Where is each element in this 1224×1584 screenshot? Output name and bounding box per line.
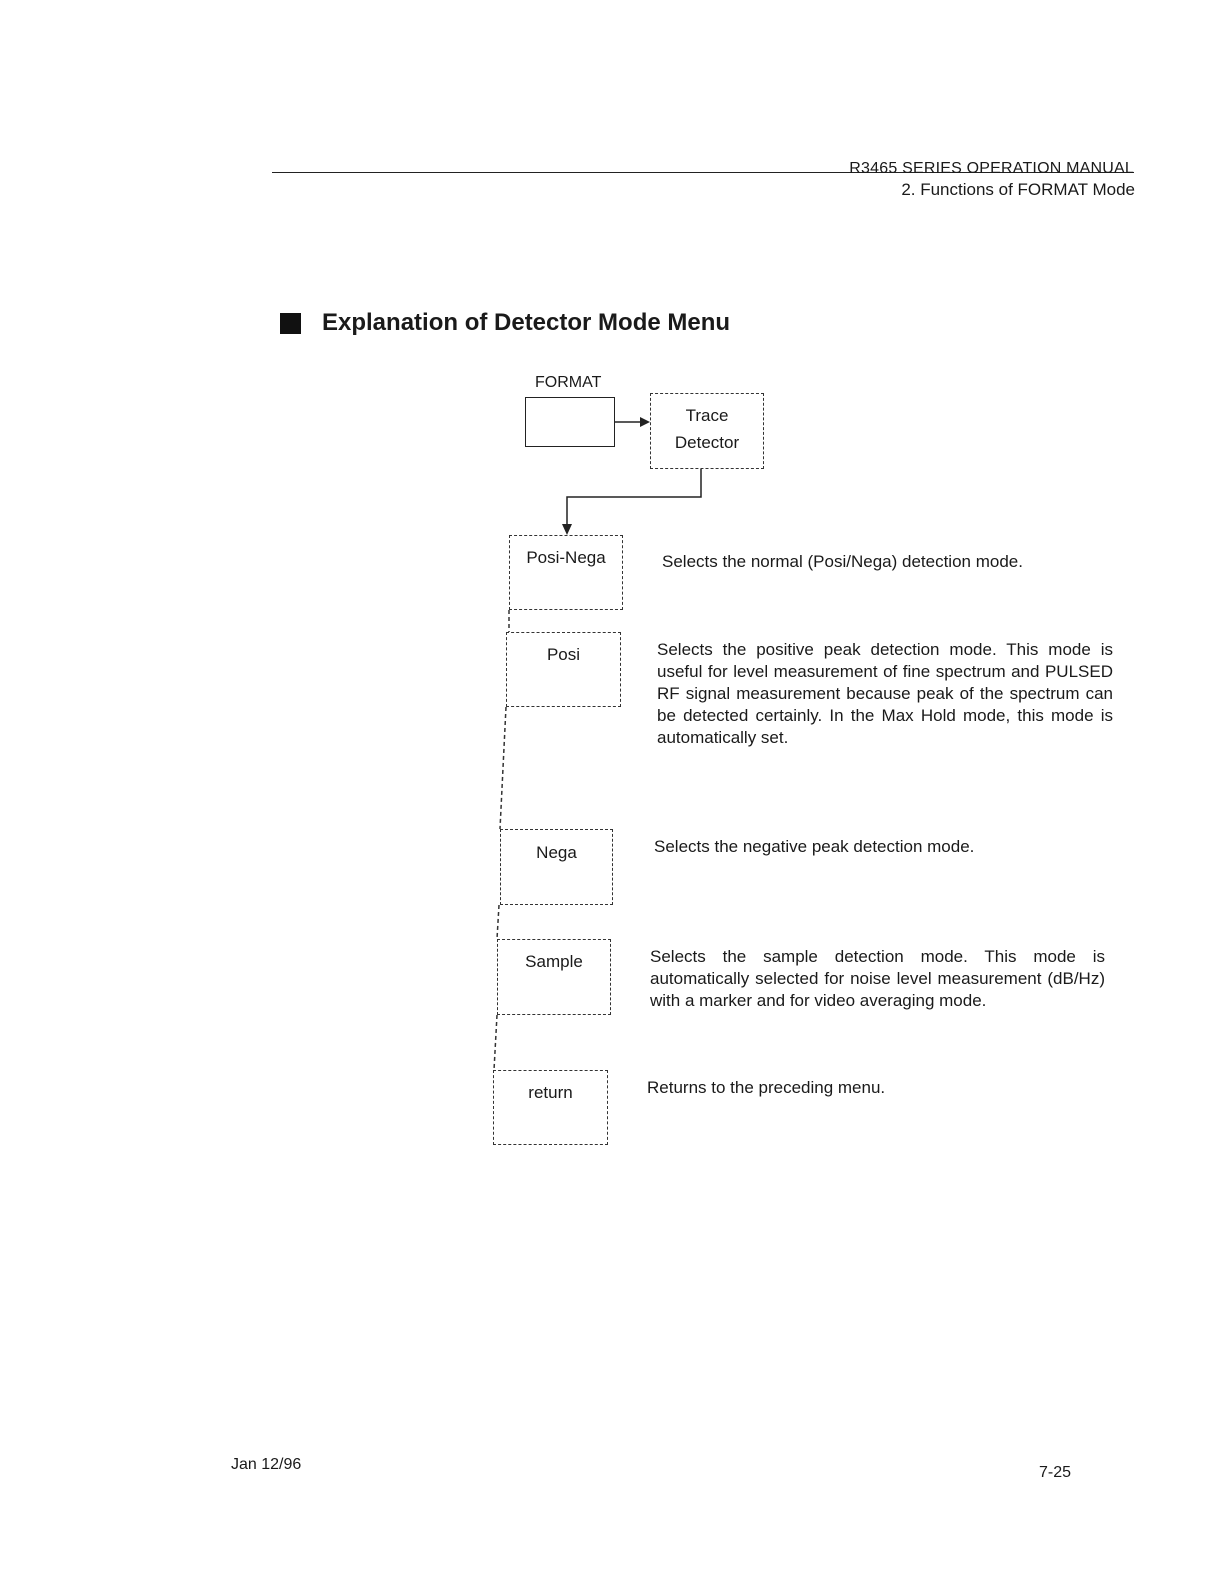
nega-softkey bbox=[500, 829, 613, 905]
menu-chain-2 bbox=[500, 707, 506, 829]
posi-nega-description: Selects the normal (Posi/Nega) detection mode. bbox=[662, 552, 1023, 571]
sample-label: Sample bbox=[525, 952, 583, 971]
menu-chain-3 bbox=[497, 905, 499, 939]
detector-label: Detector bbox=[674, 433, 740, 452]
detector-arrowhead bbox=[562, 524, 572, 535]
section-title: Explanation of Detector Mode Menu bbox=[322, 309, 731, 336]
posi-nega-softkey bbox=[509, 535, 623, 610]
posi-description: Selects the positive peak detection mode. This mode is useful for level measurement of fine spectrum and PULSED RF signal measurement because peak of the spectrum can be detected certainly. In the Max Hold mode, this mode is automatically set. bbox=[657, 640, 1113, 747]
return-label: return bbox=[528, 1083, 573, 1102]
footer-date: Jan 12/96 bbox=[231, 1456, 302, 1473]
return-description: Returns to the preceding menu. bbox=[647, 1078, 886, 1097]
format-key-label: FORMAT bbox=[535, 374, 602, 391]
page-number: 7-25 bbox=[1039, 1464, 1072, 1481]
posi-softkey bbox=[506, 632, 621, 707]
menu-chain-4 bbox=[494, 1015, 497, 1070]
posi-label: Posi bbox=[546, 645, 581, 664]
format-arrowhead bbox=[640, 417, 650, 427]
detector-connector-line bbox=[567, 469, 701, 526]
return-softkey bbox=[493, 1070, 608, 1145]
sample-description: Selects the sample detection mode. This mode is automatically selected for noise level measurement (dB/Hz) with a marker and for video averaging mode. bbox=[650, 947, 1105, 1010]
nega-label: Nega bbox=[536, 843, 577, 862]
chapter-title: 2. Functions of FORMAT Mode bbox=[901, 180, 1135, 199]
posi-nega-label: Posi-Nega bbox=[526, 548, 606, 567]
manual-title: R3465 SERIES OPERATION MANUAL bbox=[849, 160, 1134, 177]
sample-softkey bbox=[497, 939, 611, 1015]
trace-label: Trace bbox=[685, 406, 729, 425]
nega-description: Selects the negative peak detection mode. bbox=[654, 837, 975, 856]
